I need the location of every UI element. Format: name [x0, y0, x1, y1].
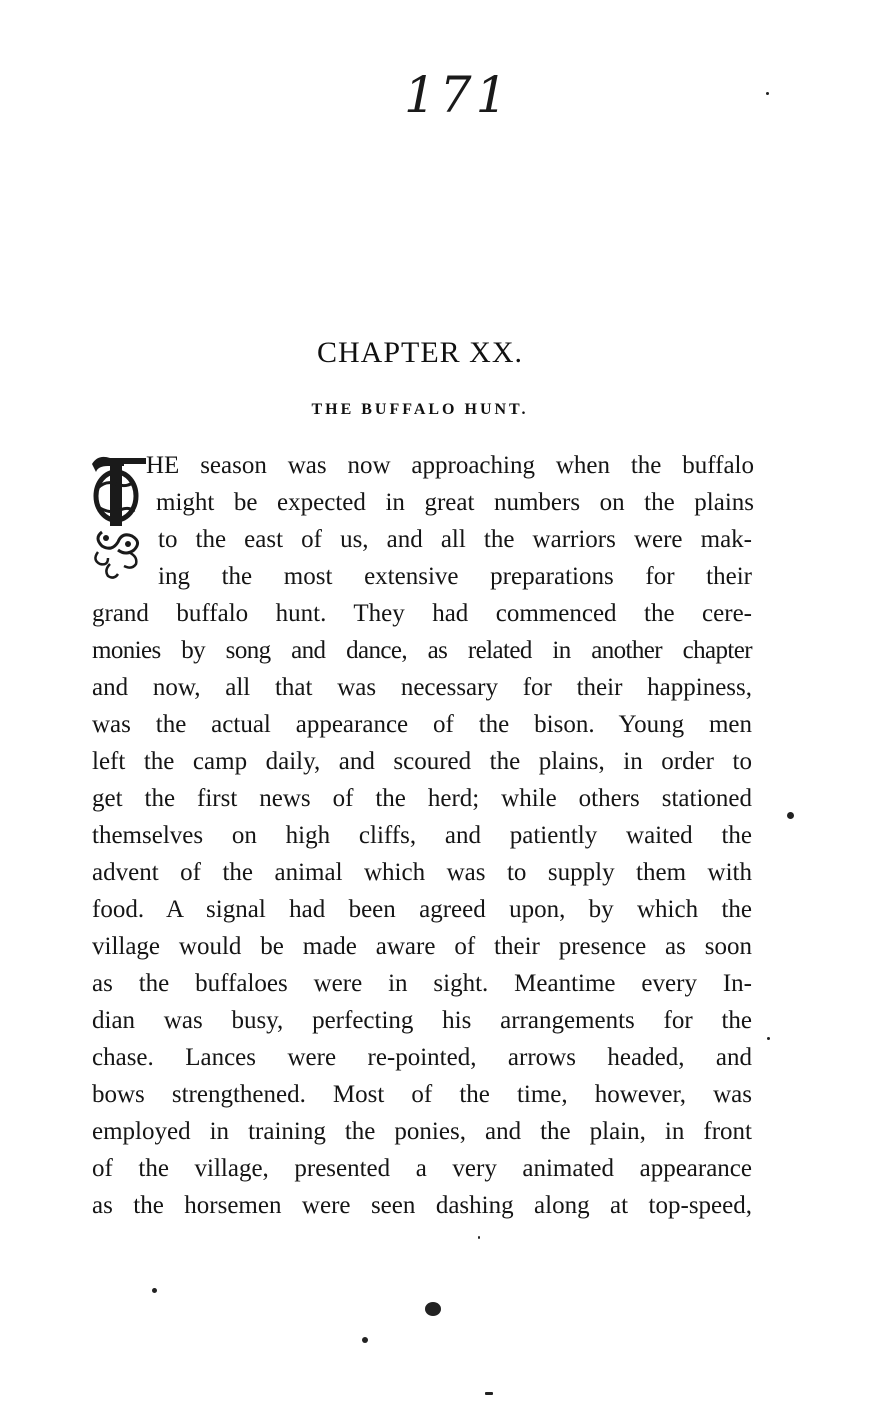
section-title: THE BUFFALO HUNT. [311, 401, 529, 418]
scan-speck [425, 1302, 441, 1316]
text-line: employed in training the ponies, and the plain, in front [92, 1118, 752, 1145]
text-line: as the buffaloes were in sight. Meantime every In- [92, 970, 752, 997]
text-line: ing the most extensive preparations for their [158, 563, 752, 590]
scan-speck [478, 1236, 480, 1239]
scan-speck [362, 1337, 368, 1343]
text-line: village would be made aware of their presence as soon [92, 933, 752, 960]
text-line: advent of the animal which was to supply them with [92, 859, 752, 886]
text-line: left the camp daily, and scoured the plains, in order to [92, 748, 752, 775]
text-line: to the east of us, and all the warriors were mak- [158, 526, 752, 553]
text-line: monies by song and dance, as related in another chapter [92, 637, 752, 664]
page-number: 171 [404, 66, 512, 124]
text-line: bows strengthened. Most of the time, however, was [92, 1081, 752, 1108]
text-line: food. A signal had been agreed upon, by which the [92, 896, 752, 923]
text-line: chase. Lances were re-pointed, arrows headed, and [92, 1044, 752, 1071]
text-line: dian was busy, perfecting his arrangements for the [92, 1007, 752, 1034]
scan-speck [787, 812, 794, 819]
ornamental-drop-cap [88, 452, 150, 582]
chapter-title: CHAPTER XX. [316, 336, 523, 369]
scan-speck [152, 1288, 157, 1293]
scan-speck [485, 1392, 493, 1395]
text-line: and now, all that was necessary for their happiness, [92, 674, 752, 701]
text-line: get the first news of the herd; while others stationed [92, 785, 752, 812]
text-line: grand buffalo hunt. They had commenced the cere- [92, 600, 752, 627]
scan-speck [766, 92, 769, 95]
text-line: as the horsemen were seen dashing along at top-speed, [92, 1192, 752, 1219]
text-line: of the village, presented a very animated appearance [92, 1155, 752, 1182]
text-line: might be expected in great numbers on the plains [156, 489, 754, 516]
scan-speck [767, 1037, 770, 1040]
text-line: was the actual appearance of the bison. Young men [92, 711, 752, 738]
text-line: themselves on high cliffs, and patiently waited the [92, 822, 752, 849]
text-line: HE season was now approaching when the buffalo [146, 452, 754, 479]
